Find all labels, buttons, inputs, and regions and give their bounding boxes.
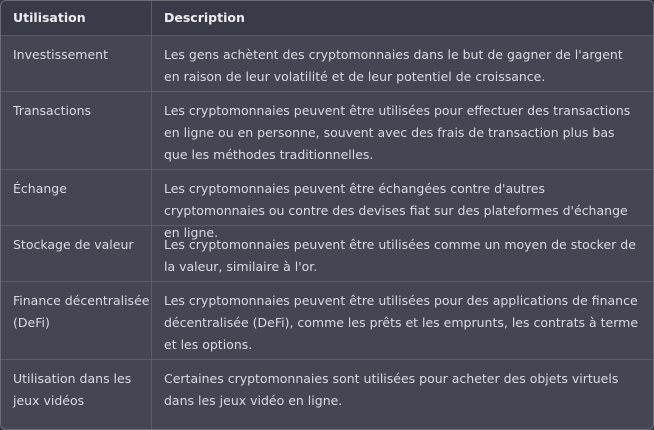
row-use-cell: Finance décentralisée (DeFi) [1, 282, 152, 359]
row-description-cell: Les cryptomonnaies peuvent être utilisées pour des applications de finance décentralisée (DeFi), comme les prêts et les emprunts, les contrats à terme et les options. [164, 293, 639, 352]
header-utilisation: Utilisation [1, 1, 152, 35]
row-description-cell: Les gens achètent des cryptomonnaies dans le but de gagner de l'argent en raison de leur volatilité et de leur potentiel de croissance. [164, 47, 623, 84]
table-row [1, 35, 653, 91]
table-row [1, 225, 653, 281]
table-row [1, 91, 653, 169]
table-row [1, 359, 653, 429]
row-description-cell: Les cryptomonnaies peuvent être utilisées pour effectuer des transactions en ligne ou en personne, souvent avec des frais de transaction plus bas que les méthodes traditionnelles. [164, 103, 631, 162]
row-description-cell: Les cryptomonnaies peuvent être échangées contre d'autres cryptomonnaies ou contre des devises fiat sur des plateformes d'échange en ligne. [164, 181, 628, 240]
row-use-cell: Stockage de valeur [1, 226, 152, 281]
row-use-cell: Investissement [1, 36, 152, 91]
table-row [1, 169, 653, 240]
table-header-row [1, 1, 653, 35]
row-description-cell: Certaines cryptomonnaies sont utilisées pour acheter des objets virtuels dans les jeux vidéo en ligne. [164, 371, 619, 408]
row-use-cell: Transactions [1, 92, 152, 169]
header-description: Description [164, 10, 245, 25]
row-description-cell: Les cryptomonnaies peuvent être utilisées comme un moyen de stocker de la valeur, similaire à l'or. [164, 237, 636, 274]
row-use-cell: Échange [1, 170, 152, 225]
row-use-cell: Utilisation dans les jeux vidéos [1, 360, 152, 429]
table-row [1, 281, 653, 359]
